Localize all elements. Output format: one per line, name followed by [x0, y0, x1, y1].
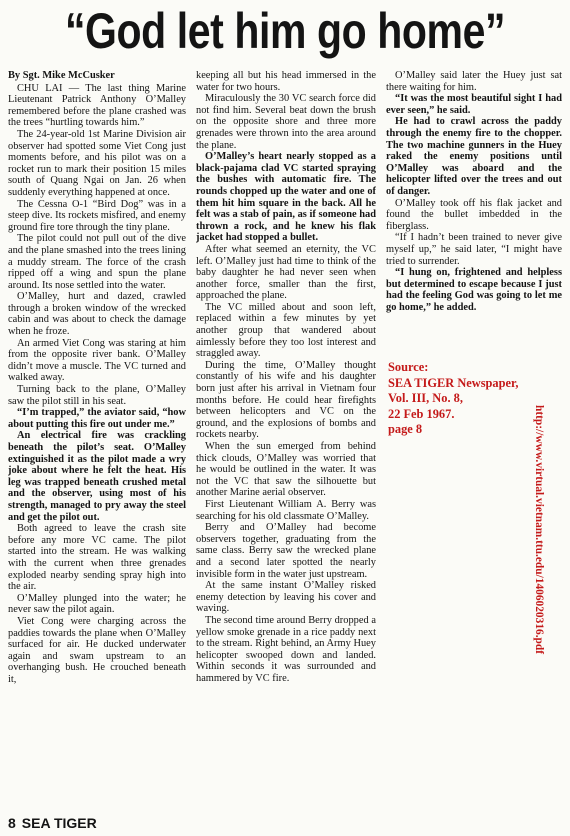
article-column-1 [8, 70, 186, 810]
article-column-2 [196, 70, 376, 836]
paragraph: O’Malley plunged into the water; he never saw the pilot again. [8, 592, 186, 616]
source-line: SEA TIGER Newspaper, [388, 375, 519, 390]
paragraph: The VC milled about and soon left, replaced within a few minutes by yet another group that wandered about aimlessly before they too lost interest and straggled away. [196, 301, 376, 360]
paragraph: At the same instant O’Malley risked enemy detection by leaving his cover and waving. [196, 580, 376, 615]
byline: By Sgt. Mike McCusker [8, 70, 115, 81]
page-number: 8 [8, 815, 16, 831]
paragraph: Turning back to the plane, O’Malley saw the pilot still in his seat. [8, 384, 186, 407]
paragraph: “If I hadn’t been trained to never give myself up,” he said later, “I might have tried to surrender. [386, 232, 562, 267]
source-url[interactable]: http://www.virtual.vietnam.ttu.edu/1406020316.pdf [533, 405, 545, 655]
paragraph: Miraculously the 30 VC search force did not find him. Several beat down the brush on the opposite shore and three more grenades were thrown into the area around the plane. [196, 93, 376, 151]
source-line: Source: [388, 360, 429, 374]
source-line: 22 Feb 1967. [388, 406, 455, 421]
paragraph: CHU LAI — The last thing Marine Lieutenant Patrick Anthony O’Malley remembered before the plane crashed was the trees “hurtling towards him.” [8, 82, 186, 129]
paragraph: Viet Cong were charging across the paddies towards the plane when O’Malley surfaced for air. He ducked underwater again and swam upstream to an overhanging bush. He crouched beneath it, [8, 615, 186, 685]
paragraph: keeping all but his head immersed in the water for two hours. [196, 70, 376, 93]
paragraph: O’Malley said later the Huey just sat there waiting for him. [386, 70, 562, 93]
article-column-3 [386, 70, 562, 400]
paragraph: During the time, O’Malley thought constantly of his wife and his daughter born just after his arrival in Vietnam four months before. He could hear firefights between helicopters and VC on the ground, and the explosions of bombs and rockets nearby. [196, 359, 376, 441]
paragraph: First Lieutenant William A. Berry was searching for his old classmate O’Malley. [196, 498, 376, 522]
paragraph: The Cessna O-1 “Bird Dog” was in a steep dive. Its rockets misfired, and enemy ground fire tore through the tiny plane. [8, 198, 186, 233]
paragraph: “It was the most beautiful sight I had ever seen,” he said. [386, 93, 562, 116]
paragraph: O’Malley, hurt and dazed, crawled through a broken window of the wrecked cabin and was about to check the damage when he froze. [8, 291, 186, 338]
paragraph: The 24-year-old 1st Marine Division air observer had spotted some Viet Cong just moments before, and his pilot was on a rocket run to mark their position 15 miles south of Quang Ngai on Jan. 26 when suddenly everything happened at once. [8, 128, 186, 198]
paragraph: “I’m trapped,” the aviator said, “how about putting this fire out under me.” [8, 407, 186, 430]
paragraph: The pilot could not pull out of the dive and the plane smashed into the trees lining a muddy stream. The force of the crash ripped off a wing and spun the plane around. Its nose settled into the water. [8, 233, 186, 291]
paragraph: The second time around Berry dropped a yellow smoke grenade in a rice paddy next to the stream. Right behind, an Army Huey helicopter swooped down and landed. Within seconds it was surrounded and hammered by VC fire. [196, 614, 376, 684]
paragraph: “I hung on, frightened and helpless but determined to escape because I just had the feeling God was going to let me go home,” he added. [386, 267, 562, 313]
page-footer [8, 814, 97, 832]
paragraph: An electrical fire was crackling beneath the pilot’s seat. O’Malley extinguished it as the pilot made a wry joke about where he felt the heat. His leg was trapped beneath crushed metal and the observer, using most of his strength, managed to pry away the steel and get the pilot out. [8, 430, 186, 523]
paragraph: Berry and O’Malley had become observers together, graduating from the same class. Berry saw the wrecked plane and a second later spotted the nearly invisible form in the water just upstream. [196, 522, 376, 580]
paragraph: Both agreed to leave the crash site before any more VC came. The pilot started into the stream. He was walking with the current when three grenades exploded nearby sending spray high into the air. [8, 523, 186, 593]
source-line: page 8 [388, 422, 423, 436]
paragraph: He had to crawl across the paddy through the enemy fire to the chopper. The two machine gunners in the Huey raked the enemy positions until O’Malley was aboard and the helicopter lifted over the trees and out of danger. [386, 116, 562, 197]
publication-name: SEA TIGER [21, 815, 97, 831]
paragraph: O’Malley took off his flak jacket and found the bullet imbedded in the fiberglass. [386, 197, 562, 232]
paragraph: O’Malley’s heart nearly stopped as a black-pajama clad VC started spraying the bushes with automatic fire. The rounds chopped up the water and one of them hit him square in the back. All he felt was a stab of pain, as if someone had thrown a rock, and he knew his flak jacket had stopped a bullet. [196, 151, 376, 244]
paragraph: After what seemed an eternity, the VC left. O’Malley just had time to think of the baby daughter he had never seen when another force, smaller than the first, approached the plane. [196, 243, 376, 302]
headline: “God let him go home” [64, 3, 506, 59]
source-line: Vol. III, No. 8, [388, 391, 463, 405]
paragraph: When the sun emerged from behind thick clouds, O’Malley was worried that he would be outlined in the water. It was not the VC that saw the silhouette but another Marine aerial observer. [196, 441, 376, 499]
paragraph: An armed Viet Cong was staring at him from the opposite river bank. O’Malley didn’t move a muscle. The VC turned and walked away. [8, 337, 186, 384]
source-note [388, 360, 533, 438]
